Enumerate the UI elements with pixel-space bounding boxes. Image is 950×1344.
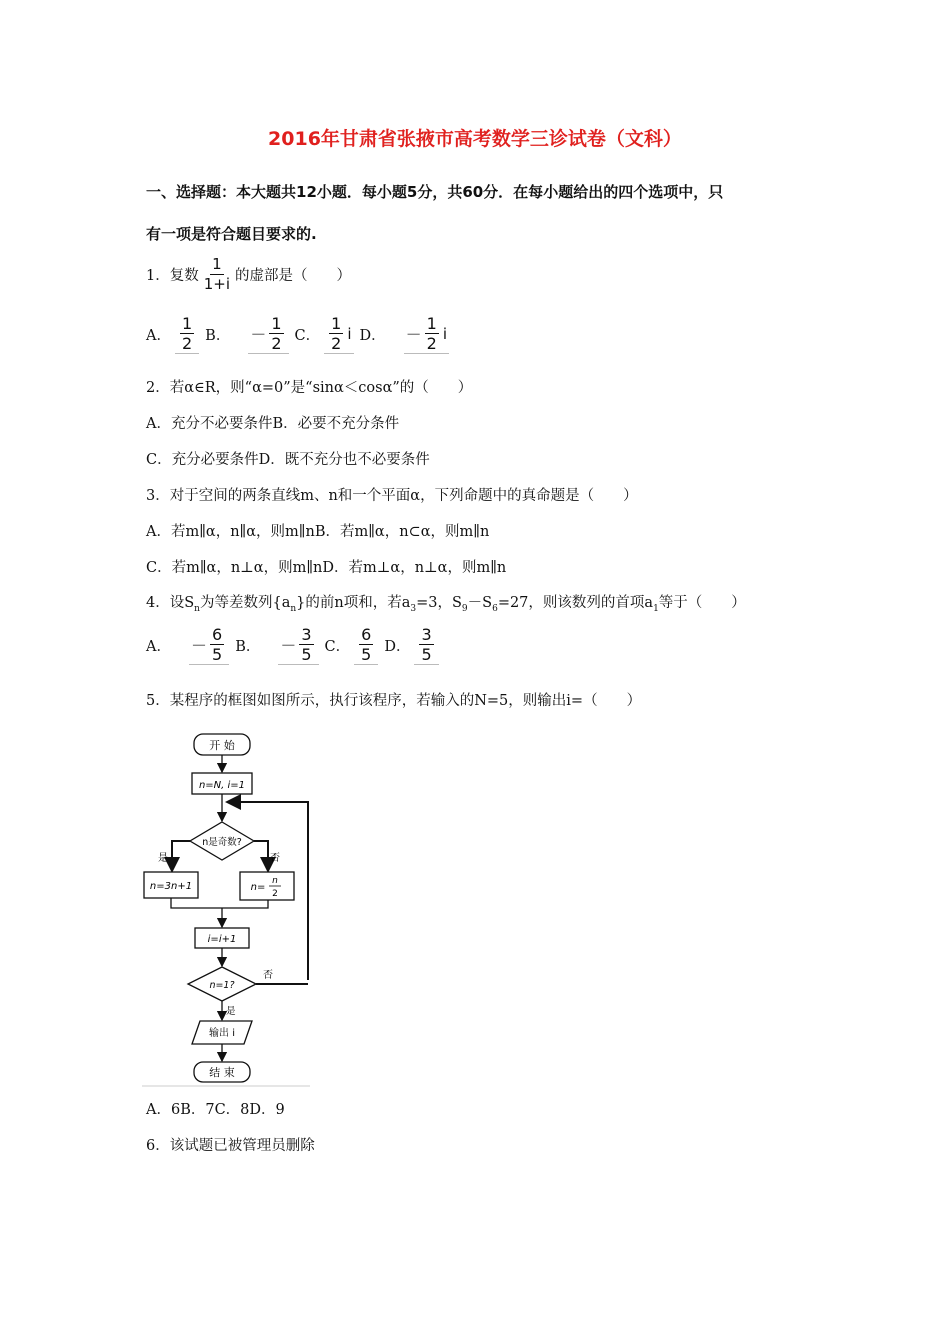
q4-opt-c-num: 6 [361,625,372,644]
flow-yes1-label: 是 [158,853,168,864]
question-1-options [146,314,455,354]
flow-no2-label: 否 [263,970,273,981]
q4-sub-n: n [194,603,200,614]
q1-opt-b-sign: － [250,325,267,344]
q4-opt-c-label: C． [324,638,351,655]
flow-cond2-label: n=1? [209,980,235,991]
flow-right-prefix: n= [250,882,266,893]
question-5-stem: 5．某程序的框图如图所示，执行该程序，若输入的N=5，则输出i=（ ） [146,693,642,709]
q1-opt-d-sign: － [405,325,422,344]
q1-opt-d-den: 2 [426,334,437,353]
q1-opt-a-den: 2 [181,334,193,353]
q1-opt-a-value [175,314,199,354]
q1-opt-c-num: 1 [331,314,342,333]
q4-opt-b-value [278,625,318,665]
q1-opt-b-label: B． [205,327,231,344]
q4-opt-d-label: D． [384,638,411,655]
question-3-options-cd: C．若m∥α，n⊥α，则m∥nD．若m⊥α，n⊥α，则m∥n [146,560,507,576]
question-3-stem: 3．对于空间的两条直线m、n和一个平面α，下列命题中的真命题是（ ） [146,488,638,504]
question-1-stem [146,255,351,294]
q1-opt-d-num: 1 [426,314,437,333]
q1-opt-d-unit: i [442,324,448,343]
flow-yes2-label: 是 [226,1006,236,1017]
flow-output-label: 输出 i [209,1028,235,1039]
flow-right-den: 2 [272,889,278,899]
q4-opt-b-sign: － [280,636,297,655]
flowchart [142,728,314,1088]
question-2-stem: 2．若α∈R，则“α=0”是“sinα＜cosα”的（ ） [146,380,473,396]
q4-stem-d: =3，S [416,595,462,611]
q1-opt-a-label: A． [146,327,171,344]
q4-sub-n2: n [290,603,297,614]
q4-sub-6: 6 [492,603,498,614]
q4-opt-c-den: 5 [361,645,372,664]
q1-prefix: 1．复数 [146,268,199,284]
question-4-stem [146,591,746,614]
flow-init-label: n=N, i=1 [198,780,246,791]
q4-opt-a-sign: － [190,636,207,655]
q4-opt-b-label: B． [235,638,261,655]
flow-no1-label: 否 [270,853,280,864]
q4-sub-1: 1 [653,603,659,614]
q1-opt-d-label: D． [359,327,386,344]
q4-opt-b-num: 3 [301,625,312,644]
q4-stem-e: －S [467,595,493,611]
q4-stem-f: =27，则该数列的首项a [497,595,654,611]
q1-suffix: 的虚部是（ ） [235,268,352,284]
flow-start-label: 开 始 [209,739,235,752]
q4-opt-d-den: 5 [421,645,432,664]
q4-sub-9: 9 [461,603,468,614]
q4-opt-a-value [189,625,229,665]
q4-opt-a-num: 6 [212,625,223,644]
q4-stem-g: 等于（ ） [658,595,746,611]
section-header-line1: 一、选择题：本大题共12小题．每小题5分，共60分．在每小题给出的四个选项中，只 [146,183,724,201]
q1-opt-b-num: 1 [271,314,282,333]
q1-opt-b-den: 2 [271,334,282,353]
q4-opt-a-label: A． [146,638,171,655]
q1-opt-b-value [248,314,288,354]
question-2-options-ab: A．充分不必要条件B．必要不充分条件 [146,416,400,432]
q4-opt-d-num: 3 [421,625,432,644]
q1-opt-a-num: 1 [181,314,193,333]
q1-opt-c-value [324,314,353,354]
q1-fraction [199,255,235,294]
q4-opt-c-value [354,625,378,665]
flow-cond1-label: n是奇数? [202,837,242,848]
q4-stem-a: 4．设S [146,595,195,611]
q4-stem-b: 为等差数列{a [199,595,291,611]
page-title: 2016年甘肃省张掖市高考数学三诊试卷（文科） [268,128,682,150]
question-5-options: A．6B．7C．8D．9 [146,1102,285,1118]
q4-opt-b-den: 5 [301,645,312,664]
q1-opt-c-unit: i [347,324,352,343]
q4-sub-3: 3 [410,603,417,614]
flow-right-box [240,872,294,900]
q4-opt-a-den: 5 [212,645,223,664]
q1-opt-c-den: 2 [331,334,342,353]
flow-right-num: n [272,876,278,886]
q1-frac-den: 1+i [203,275,231,293]
q4-opt-d-value [414,625,438,665]
q1-opt-c-label: C． [294,327,321,344]
question-6-stem: 6．该试题已被管理员删除 [146,1138,315,1154]
q1-frac-num: 1 [212,255,222,273]
flow-left-label: n=3n+1 [149,881,193,892]
flow-inc-label: i=i+1 [207,934,237,945]
q1-opt-d-value [404,314,449,354]
flow-end-label: 结 束 [209,1066,235,1079]
q4-stem-c: }的前n项和，若a [296,595,411,611]
section-header-line2: 有一项是符合题目要求的. [146,225,317,243]
question-4-options [146,625,445,665]
question-3-options-ab: A．若m∥α，n∥α，则m∥nB．若m∥α，n⊂α，则m∥n [146,524,490,540]
question-2-options-cd: C．充分必要条件D．既不充分也不必要条件 [146,452,430,468]
